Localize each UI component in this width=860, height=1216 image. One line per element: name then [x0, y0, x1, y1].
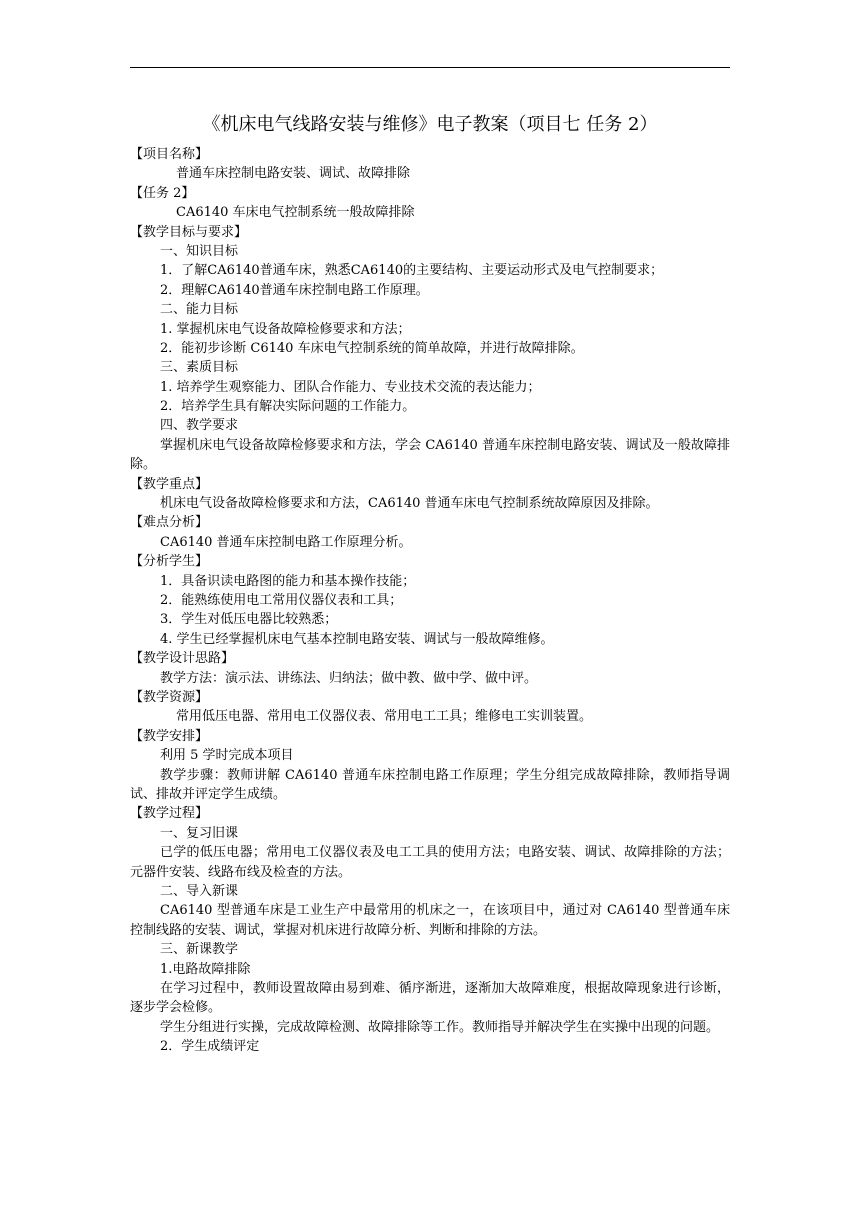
text-line: 二、导入新课: [160, 883, 239, 899]
text-line: 常用低压电器、常用电工仪器仪表、常用电工工具；维修电工实训装置。: [176, 709, 593, 725]
section-heading: 【教学资源】: [130, 689, 209, 705]
text-line: 2．能初步诊断 C6140 车床电气控制系统的简单故障，并进行故障排除。: [160, 340, 584, 356]
section-heading: 【教学目标与要求】: [130, 224, 248, 240]
text-line: CA6140 车床电气控制系统一般故障排除: [176, 205, 415, 221]
text-line: 2．培养学生具有解决实际问题的工作能力。: [160, 399, 416, 415]
paragraph: 已学的低压电器；常用电工仪器仪表及电工工具的使用方法；电路安装、调试、故障排除的方法；元器件安装、线路布线及检查的方法。: [130, 845, 730, 880]
text-line: 一、复习旧课: [160, 825, 239, 841]
text-line: 普通车床控制电路安装、调试、故障排除: [176, 166, 411, 182]
document-title: 《机床电气线路安装与维修》电子教案（项目七 任务 2）: [202, 114, 658, 135]
text-line: 1. 掌握机床电气设备故障检修要求和方法；: [160, 321, 411, 337]
section-heading: 【教学过程】: [130, 806, 209, 822]
text-line: 2．学生成绩评定: [160, 1039, 260, 1055]
text-line: 3．学生对低压电器比较熟悉；: [160, 612, 338, 628]
text-line: 三、素质目标: [160, 360, 239, 376]
document-body: [130, 145, 730, 1057]
text-line: 1．了解CA6140普通车床，熟悉CA6140的主要结构、主要运动形式及电气控制要求；: [160, 263, 664, 279]
section-heading: 【难点分析】: [130, 515, 209, 531]
section-heading: 【分析学生】: [130, 554, 209, 570]
text-line: 2．能熟练使用电工常用仪器仪表和工具；: [160, 593, 403, 609]
text-line: 4. 学生已经掌握机床电气基本控制电路安装、调试与一般故障维修。: [160, 631, 554, 647]
paragraph: 掌握机床电气设备故障检修要求和方法，学会 CA6140 普通车床控制电路安装、调试及一般故障排除。: [130, 437, 730, 473]
section-heading: 【项目名称】: [130, 147, 209, 162]
paragraph: 学生分组进行实操，完成故障检测、故障排除等工作。教师指导并解决学生在实操中出现的问题。: [160, 1019, 720, 1035]
text-line: 教学方法：演示法、讲练法、归纳法；做中教、做中学、做中评。: [160, 670, 538, 686]
paragraph: 在学习过程中，教师设置故障由易到难、循序渐进，逐渐加大故障难度，根据故障现象进行诊断，逐步学会检修。: [130, 980, 730, 1016]
text-line: 1．具备识读电路图的能力和基本操作技能；: [160, 573, 416, 589]
text-line: 四、教学要求: [160, 418, 239, 434]
text-line: 2．理解CA6140普通车床控制电路工作原理。: [160, 282, 429, 298]
text-line: 机床电气设备故障检修要求和方法，CA6140 普通车床电气控制系统故障原因及排除。: [160, 496, 659, 512]
text-line: CA6140 普通车床控制电路工作原理分析。: [160, 534, 412, 550]
text-line: 1. 培养学生观察能力、团队合作能力、专业技术交流的表达能力；: [160, 379, 541, 395]
text-line: 一、知识目标: [160, 243, 239, 259]
header-rule: [130, 67, 730, 68]
paragraph: 教学步骤：教师讲解 CA6140 普通车床控制电路工作原理；学生分组完成故障排除，教师指导调试、排故并评定学生成绩。: [130, 767, 730, 802]
text-line: 1.电路故障排除: [160, 961, 251, 977]
section-heading: 【任务 2】: [130, 185, 195, 201]
text-line: 利用 5 学时完成本项目: [160, 748, 294, 764]
section-heading: 【教学设计思路】: [130, 651, 235, 667]
text-line: 二、能力目标: [160, 302, 239, 318]
section-heading: 【教学重点】: [130, 476, 209, 492]
text-line: 三、新课教学: [160, 942, 239, 958]
paragraph: CA6140 型普通车床是工业生产中最常用的机床之一，在该项目中，通过对 CA6140 型普通车床控制线路的安装、调试，掌握对机床进行故障分析、判断和排除的方法。: [130, 903, 730, 938]
section-heading: 【教学安排】: [130, 728, 209, 744]
